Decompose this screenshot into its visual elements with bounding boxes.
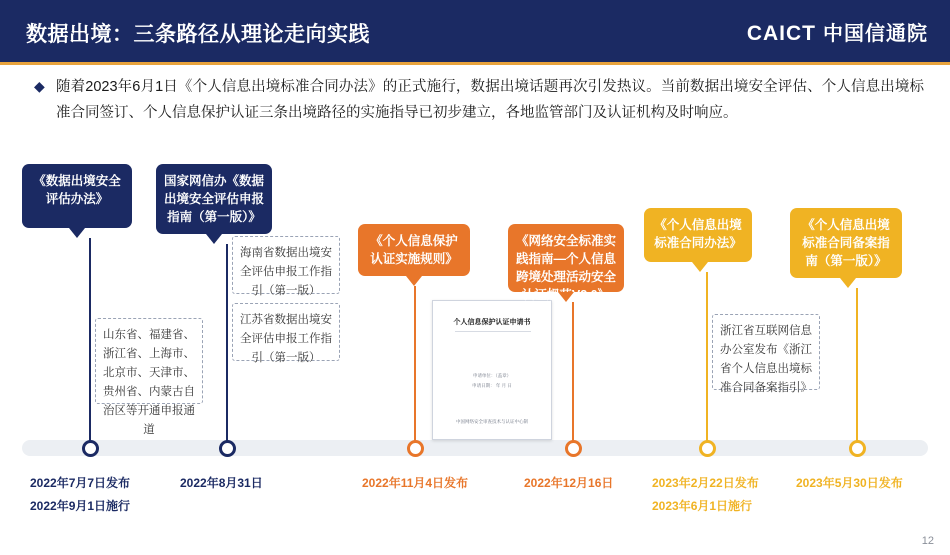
milestone-bubble-5[interactable]: 《个人信息出境标准合同办法》 xyxy=(644,208,752,262)
milestone-node-2[interactable] xyxy=(219,440,236,457)
milestone-bubble-2[interactable]: 国家网信办《数据出境安全评估申报指南（第一版）》 xyxy=(156,164,272,234)
milestone-date-5-line1: 2023年2月22日发布 xyxy=(652,476,759,490)
milestone-bubble-4[interactable]: 《网络安全标准实践指南—个人信息跨境处理活动安全认证规范V2.0》 xyxy=(508,224,624,292)
intro-text: 随着2023年6月1日《个人信息出境标准合同办法》的正式施行，数据出境话题再次引发热议。当前数据出境安全评估、个人信息出境标准合同签订、个人信息保护认证三条出境路径的实施指导已初步建立，各地监管部门及认证机构及时响应。 xyxy=(56,79,924,121)
milestone-subbox-5-1: 浙江省互联网信息办公室发布《浙江省个人信息出境标准合同备案指引》 xyxy=(712,314,820,390)
milestone-node-5[interactable] xyxy=(699,440,716,457)
milestone-date-1-line2: 2022年9月1日施行 xyxy=(30,499,131,513)
milestone-bubble-tail-2 xyxy=(206,234,222,244)
milestone-bubble-1[interactable]: 《数据出境安全评估办法》 xyxy=(22,164,132,228)
document-thumbnail-meta-1: 申请单位：（盖章） xyxy=(472,373,512,378)
brand-name-en: CAICT xyxy=(746,22,816,45)
page-number: 12 xyxy=(921,535,934,547)
milestone-node-6[interactable] xyxy=(849,440,866,457)
doc-divider xyxy=(455,331,531,332)
timeline-axis xyxy=(22,440,928,456)
document-thumbnail-footer: 中国网络安全审查技术与认证中心制 xyxy=(456,419,528,424)
header-accent-rule xyxy=(0,62,950,65)
brand-logo xyxy=(747,17,928,46)
page-title: 数据出境：三条路径从理论走向实践 xyxy=(26,23,370,46)
milestone-connector-4 xyxy=(572,302,574,442)
slide-header xyxy=(0,0,950,62)
brand-name-cn: 中国信通院 xyxy=(823,23,928,45)
milestone-connector-6 xyxy=(856,288,858,442)
milestone-subbox-2-2: 江苏省数据出境安全评估申报工作指引（第一版） xyxy=(232,303,340,361)
bullet-diamond-icon: ◆ xyxy=(34,78,45,94)
milestone-date-6-line1: 2023年5月30日发布 xyxy=(796,476,903,490)
document-thumbnail-title: 个人信息保护认证申请书 xyxy=(453,319,531,326)
document-thumbnail-meta-2: 申请日期： 年 月 日 xyxy=(472,383,512,388)
milestone-bubble-tail-1 xyxy=(69,228,85,238)
milestone-bubble-6[interactable]: 《个人信息出境标准合同备案指南（第一版）》 xyxy=(790,208,902,278)
milestone-date-4-line1: 2022年12月16日 xyxy=(524,476,614,490)
milestone-connector-2 xyxy=(226,244,228,442)
milestone-node-4[interactable] xyxy=(565,440,582,457)
milestone-bubble-tail-4 xyxy=(558,292,574,302)
milestone-subbox-2-1: 海南省数据出境安全评估申报工作指引（第一版） xyxy=(232,236,340,294)
document-thumbnail xyxy=(432,300,552,440)
milestone-node-3[interactable] xyxy=(407,440,424,457)
milestone-bubble-tail-5 xyxy=(692,262,708,272)
milestone-subbox-1-1: 山东省、福建省、浙江省、上海市、北京市、天津市、贵州省、内蒙古自治区等开通申报通道 xyxy=(95,318,203,404)
milestone-bubble-tail-6 xyxy=(840,278,856,288)
milestone-bubble-3[interactable]: 《个人信息保护认证实施规则》 xyxy=(358,224,470,276)
milestone-date-2-line1: 2022年8月31日 xyxy=(180,476,263,490)
milestone-connector-3 xyxy=(414,286,416,442)
milestone-connector-5 xyxy=(706,272,708,442)
intro-paragraph xyxy=(34,74,924,126)
milestone-date-5-line2: 2023年6月1日施行 xyxy=(652,499,753,513)
milestone-date-1-line1: 2022年7月7日发布 xyxy=(30,476,131,490)
milestone-date-3-line1: 2022年11月4日发布 xyxy=(362,476,469,490)
milestone-node-1[interactable] xyxy=(82,440,99,457)
milestone-connector-1 xyxy=(89,238,91,442)
milestone-bubble-tail-3 xyxy=(406,276,422,286)
